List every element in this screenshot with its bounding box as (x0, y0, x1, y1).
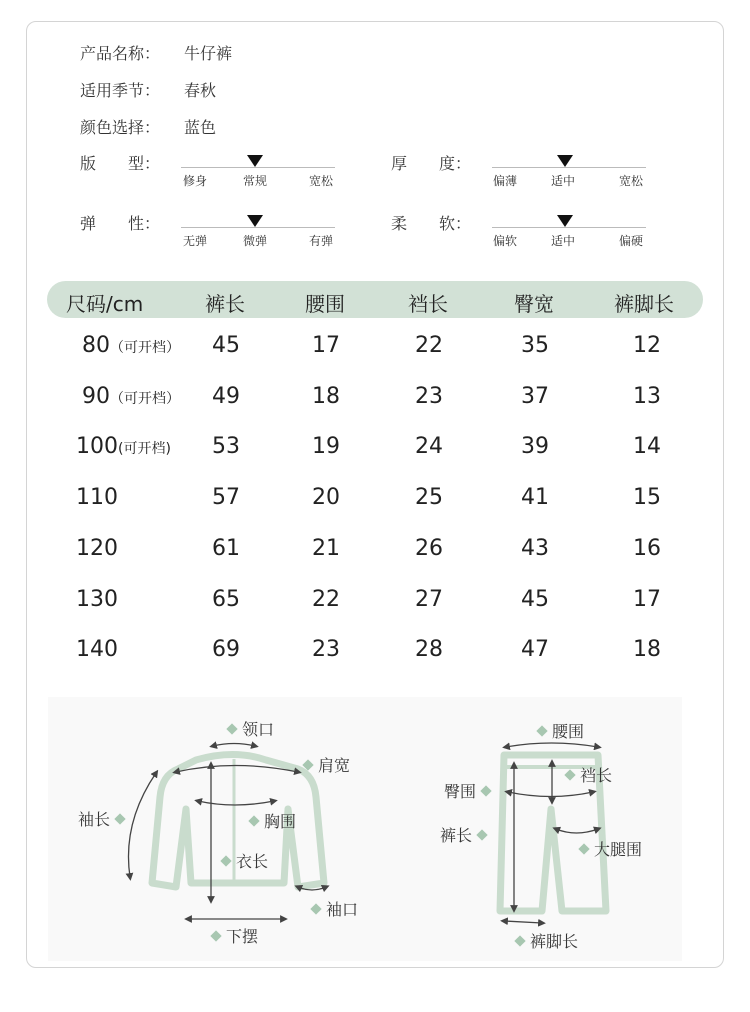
attr-thickness (391, 151, 691, 191)
label-collar: 领口 (222, 717, 274, 740)
table-cell: 61 (212, 536, 240, 561)
table-cell: 69 (212, 637, 240, 662)
size-cell (76, 536, 118, 561)
table-cell: 47 (521, 637, 549, 662)
size-value: 140 (76, 637, 118, 662)
header-hem: 裤脚长 (614, 292, 674, 316)
table-cell: 45 (521, 587, 549, 612)
label-sleeve-length: 袖长 (78, 807, 130, 830)
attr-track (492, 167, 646, 168)
size-cell (76, 434, 171, 459)
selected-marker-icon (557, 155, 573, 167)
info-value: 牛仔裤 (184, 44, 233, 63)
size-cell (76, 637, 118, 662)
attr-softness (391, 211, 691, 251)
table-cell: 49 (212, 384, 240, 409)
header-rise: 裆长 (408, 292, 448, 316)
header-size: 尺码/cm (66, 292, 144, 316)
attr-elasticity (80, 211, 380, 251)
measurement-diagram (48, 697, 682, 961)
table-cell: 22 (415, 333, 443, 358)
attr-fit (80, 151, 380, 191)
header-length: 裤长 (205, 292, 245, 316)
table-cell: 26 (415, 536, 443, 561)
selected-marker-icon (247, 215, 263, 227)
attr-option: 无弹 (183, 234, 208, 248)
info-label: 适用季节： (80, 81, 161, 100)
attr-option: 适中 (551, 174, 576, 188)
label-body-length: 衣长 (216, 849, 268, 872)
header-hip: 臀宽 (514, 292, 554, 316)
attr-track (181, 227, 335, 228)
label-chest: 胸围 (244, 809, 296, 832)
table-cell: 37 (521, 384, 549, 409)
table-cell: 57 (212, 485, 240, 510)
table-cell: 24 (415, 434, 443, 459)
table-cell: 41 (521, 485, 549, 510)
table-cell: 39 (521, 434, 549, 459)
size-cell (76, 587, 118, 612)
size-cell (76, 485, 118, 510)
label-pants-length: 裤长 (440, 823, 492, 846)
size-note: （可开档） (110, 340, 180, 356)
table-cell: 20 (312, 485, 340, 510)
attr-label: 版 型： (80, 154, 161, 173)
attr-option: 常规 (243, 174, 268, 188)
size-value: 100 (76, 434, 118, 459)
table-cell: 45 (212, 333, 240, 358)
table-cell: 65 (212, 587, 240, 612)
info-label: 颜色选择： (80, 118, 161, 137)
attr-label: 柔 软： (391, 214, 472, 233)
size-value: 90 (82, 384, 110, 409)
header-waist: 腰围 (305, 292, 345, 316)
label-hem: 下摆 (206, 924, 258, 947)
table-cell: 18 (633, 637, 661, 662)
label-waist: 腰围 (532, 719, 584, 742)
size-cell (82, 333, 180, 358)
attr-label: 厚 度： (391, 154, 472, 173)
attr-option: 微弹 (243, 234, 268, 248)
selected-marker-icon (557, 215, 573, 227)
size-value: 80 (82, 333, 110, 358)
table-cell: 17 (312, 333, 340, 358)
info-row-color (80, 115, 217, 138)
info-row-season (80, 78, 217, 101)
table-cell: 28 (415, 637, 443, 662)
table-cell: 15 (633, 485, 661, 510)
attr-option: 偏薄 (493, 174, 518, 188)
size-value: 130 (76, 587, 118, 612)
garment-illustration (48, 697, 682, 961)
attr-option: 宽松 (619, 174, 644, 188)
table-cell: 16 (633, 536, 661, 561)
size-value: 110 (76, 485, 118, 510)
size-table-header (47, 281, 703, 318)
table-cell: 27 (415, 587, 443, 612)
attr-option: 适中 (551, 234, 576, 248)
label-hip: 臀围 (444, 779, 496, 802)
table-cell: 43 (521, 536, 549, 561)
label-cuff: 袖口 (306, 897, 358, 920)
info-label: 产品名称： (80, 44, 161, 63)
size-cell (82, 384, 180, 409)
attr-option: 偏硬 (619, 234, 644, 248)
table-cell: 18 (312, 384, 340, 409)
attr-track (492, 227, 646, 228)
attr-option: 偏软 (493, 234, 518, 248)
table-cell: 53 (212, 434, 240, 459)
info-value: 春秋 (184, 81, 217, 100)
table-cell: 21 (312, 536, 340, 561)
table-cell: 13 (633, 384, 661, 409)
size-note: （可开档） (110, 391, 180, 407)
attr-track (181, 167, 335, 168)
label-shoulder: 肩宽 (298, 753, 350, 776)
size-note: (可开档) (118, 441, 171, 457)
attr-option: 修身 (183, 174, 208, 188)
table-cell: 19 (312, 434, 340, 459)
table-cell: 23 (415, 384, 443, 409)
label-thigh: 大腿围 (574, 837, 642, 860)
attr-option: 有弹 (309, 234, 334, 248)
selected-marker-icon (247, 155, 263, 167)
table-cell: 23 (312, 637, 340, 662)
table-cell: 12 (633, 333, 661, 358)
table-cell: 35 (521, 333, 549, 358)
attr-label: 弹 性： (80, 214, 161, 233)
table-cell: 17 (633, 587, 661, 612)
label-rise: 裆长 (560, 763, 612, 786)
table-cell: 22 (312, 587, 340, 612)
size-value: 120 (76, 536, 118, 561)
label-leg-opening: 裤脚长 (510, 929, 578, 952)
table-cell: 25 (415, 485, 443, 510)
table-cell: 14 (633, 434, 661, 459)
attr-option: 宽松 (309, 174, 334, 188)
info-row-name (80, 41, 233, 64)
info-value: 蓝色 (184, 118, 217, 137)
